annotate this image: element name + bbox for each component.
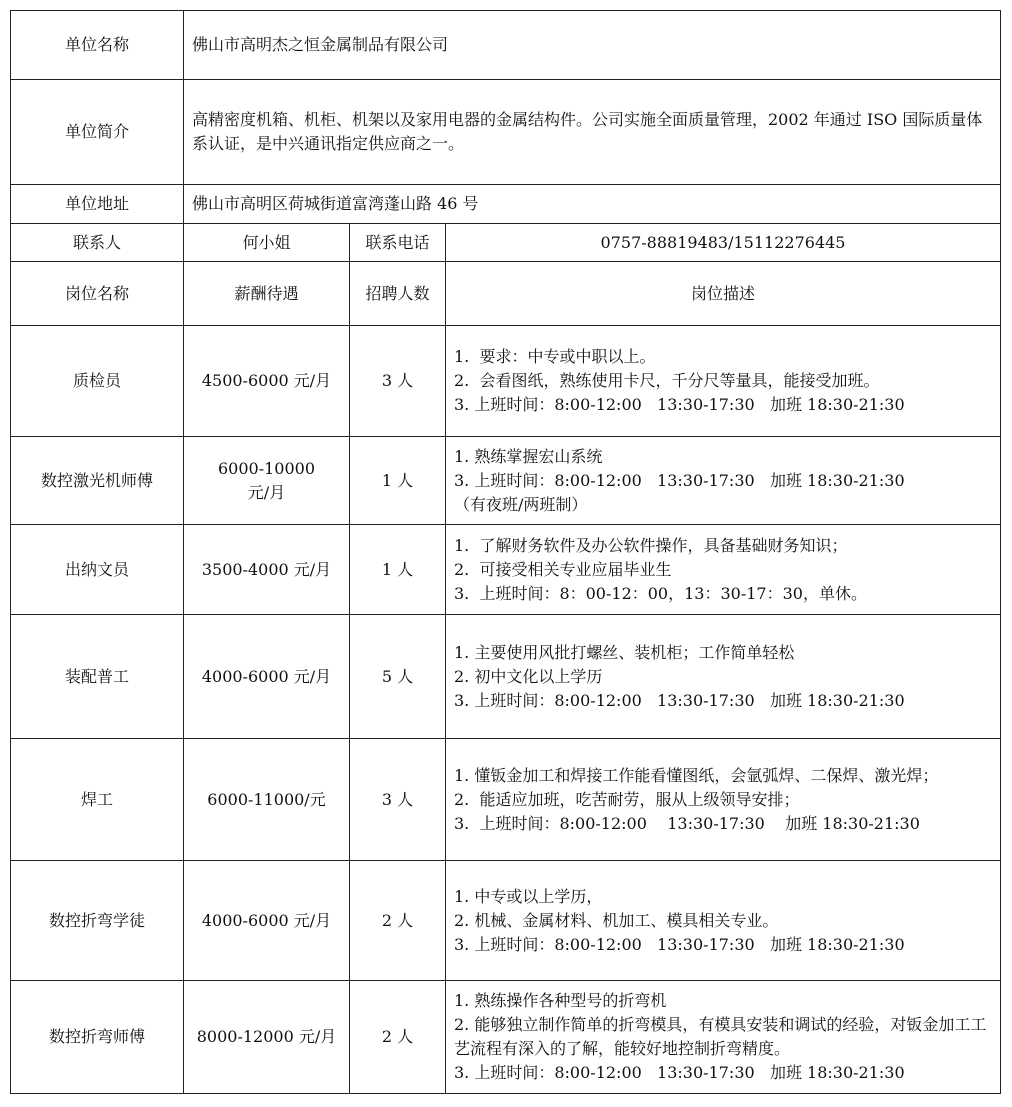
- job-count: 2 人: [350, 981, 446, 1094]
- job-desc-line: 1. 懂钣金加工和焊接工作能看懂图纸，会氩弧焊、二保焊、激光焊；: [454, 765, 939, 785]
- job-desc-line: 3. 上班时间：8:00-12:00 13:30-17:30 加班 18:30-21:30: [454, 470, 905, 490]
- job-desc-line: 1. 熟练掌握宏山系统: [454, 446, 603, 466]
- job-position: 数控激光机师傅: [11, 437, 184, 525]
- job-desc-line: 2. 可接受相关专业应届毕业生: [454, 559, 672, 579]
- job-row: [11, 981, 1001, 1094]
- job-desc-line: 1. 中专或以上学历，: [454, 886, 603, 906]
- company-name-label: 单位名称: [11, 11, 184, 80]
- job-desc-line: 2. 初中文化以上学历: [454, 666, 603, 686]
- job-count: 5 人: [350, 615, 446, 739]
- job-position: 数控折弯师傅: [11, 981, 184, 1094]
- job-desc-line: 3. 上班时间：8:00-12:00 13:30-17:30 加班 18:30-21:30: [454, 934, 905, 954]
- contact-phone: 0757-88819483/15112276445: [446, 224, 1001, 262]
- job-position: 出纳文员: [11, 525, 184, 615]
- job-description: [446, 981, 1001, 1094]
- job-description: [446, 861, 1001, 981]
- job-count: 2 人: [350, 861, 446, 981]
- header-salary: 薪酬待遇: [184, 262, 350, 326]
- contact-row: [11, 224, 1001, 262]
- job-desc-line: 3. 上班时间：8:00-12:00 13:30-17:30 加班 18:30-21:30: [454, 813, 920, 833]
- job-desc-line: （有夜班/两班制）: [454, 494, 588, 514]
- job-desc-line: 3. 上班时间：8：00-12：00，13：30-17：30，单休。: [454, 583, 867, 603]
- job-position: 数控折弯学徒: [11, 861, 184, 981]
- job-salary: 6000-10000 元/月: [217, 458, 316, 502]
- job-description: [446, 739, 1001, 861]
- job-posting-table: [10, 10, 1001, 1094]
- job-row: [11, 326, 1001, 437]
- job-salary: 8000-12000 元/月: [184, 981, 350, 1094]
- job-position: 质检员: [11, 326, 184, 437]
- job-position: 焊工: [11, 739, 184, 861]
- header-count: 招聘人数: [350, 262, 446, 326]
- header-description: 岗位描述: [446, 262, 1001, 326]
- job-count: 3 人: [350, 326, 446, 437]
- job-row: [11, 861, 1001, 981]
- company-address-row: [11, 185, 1001, 224]
- job-desc-line: 3. 上班时间：8:00-12:00 13:30-17:30 加班 18:30-21:30: [454, 690, 905, 710]
- job-desc-line: 1. 要求：中专或中职以上。: [454, 347, 656, 366]
- job-count: 3 人: [350, 739, 446, 861]
- job-row: [11, 437, 1001, 525]
- job-salary: 3500-4000 元/月: [184, 525, 350, 615]
- job-salary: 4000-6000 元/月: [184, 861, 350, 981]
- job-row: [11, 615, 1001, 739]
- job-desc-line: 1. 了解财务软件及办公软件操作，具备基础财务知识；: [454, 535, 848, 555]
- company-name-row: [11, 11, 1001, 80]
- company-intro: 高精密度机箱、机柜、机架以及家用电器的金属结构件。公司实施全面质量管理，2002 年通过 ISO 国际质量体系认证，是中兴通讯指定供应商之一。: [184, 80, 1001, 185]
- job-desc-line: 1. 主要使用风批打螺丝、装机柜；工作简单轻松: [454, 642, 795, 662]
- job-desc-line: 1. 熟练操作各种型号的折弯机: [454, 991, 667, 1010]
- company-address-label: 单位地址: [11, 185, 184, 224]
- job-desc-line: 2. 会看图纸，熟练使用卡尺，千分尺等量具，能接受加班。: [454, 371, 880, 390]
- contact-person-label: 联系人: [11, 224, 184, 262]
- company-address: 佛山市高明区荷城街道富湾蓬山路 46 号: [184, 185, 1001, 224]
- contact-person: 何小姐: [184, 224, 350, 262]
- job-row: [11, 739, 1001, 861]
- job-position: 装配普工: [11, 615, 184, 739]
- job-desc-line: 3. 上班时间：8:00-12:00 13:30-17:30 加班 18:30-21:30: [454, 1063, 905, 1082]
- job-salary: 4000-6000 元/月: [184, 615, 350, 739]
- job-row: [11, 525, 1001, 615]
- company-intro-label: 单位简介: [11, 80, 184, 185]
- job-description: [446, 437, 1001, 525]
- header-row: [11, 262, 1001, 326]
- company-intro-row: [11, 80, 1001, 185]
- job-salary: 6000-11000/元: [184, 739, 350, 861]
- job-desc-line: 2. 机械、金属材料、机加工、模具相关专业。: [454, 910, 779, 930]
- job-description: [446, 326, 1001, 437]
- job-salary: 4500-6000 元/月: [184, 326, 350, 437]
- company-name: 佛山市高明杰之恒金属制品有限公司: [184, 11, 1001, 80]
- job-count: 1 人: [350, 437, 446, 525]
- job-desc-line: 3. 上班时间：8:00-12:00 13:30-17:30 加班 18:30-21:30: [454, 395, 905, 414]
- header-position: 岗位名称: [11, 262, 184, 326]
- job-count: 1 人: [350, 525, 446, 615]
- contact-phone-label: 联系电话: [350, 224, 446, 262]
- job-desc-line: 2. 能够独立制作简单的折弯模具，有模具安装和调试的经验，对钣金加工工艺流程有深入的了解，能较好地控制折弯精度。: [454, 1015, 987, 1058]
- job-description: [446, 615, 1001, 739]
- job-desc-line: 2. 能适应加班，吃苦耐劳，服从上级领导安排；: [454, 789, 800, 809]
- job-description: [446, 525, 1001, 615]
